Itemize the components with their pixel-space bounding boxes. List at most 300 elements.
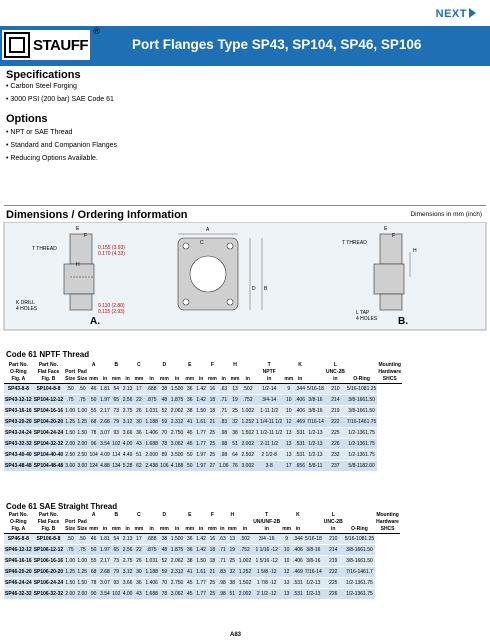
table-header-cell: in bbox=[149, 376, 154, 382]
dimension-diagram bbox=[0, 222, 490, 332]
table-header-cell: O-Ring bbox=[10, 369, 27, 375]
table-cell: 1.00 bbox=[65, 408, 76, 414]
table-cell: SP43-32-32 bbox=[5, 441, 32, 447]
table-cell: 3.07 bbox=[100, 580, 110, 586]
table-header-cell bbox=[111, 369, 122, 376]
table-header-cell bbox=[144, 362, 159, 369]
table-cell: 134 bbox=[112, 463, 121, 469]
table-cell: 26 bbox=[136, 558, 142, 564]
table-cell: 2.56 bbox=[122, 397, 133, 403]
table-cell: .98 bbox=[220, 441, 228, 447]
table-cell: 50 bbox=[186, 452, 193, 458]
table-cell: 3.500 bbox=[170, 452, 184, 458]
table-cell: .83 bbox=[220, 419, 228, 425]
table-cell: 2.002 bbox=[241, 441, 255, 447]
table-cell: 2.000 bbox=[145, 452, 158, 458]
table-cell: 124 bbox=[89, 463, 98, 469]
table-header-cell: T bbox=[267, 362, 271, 368]
table-header-cell bbox=[122, 512, 134, 519]
table-cell: 51 bbox=[232, 441, 238, 447]
table-cell: 1.688 bbox=[145, 591, 158, 597]
table-header-cell: Part No. bbox=[38, 362, 58, 368]
table-cell: .71 bbox=[220, 408, 228, 414]
table-cell: 214 bbox=[329, 547, 338, 553]
table-cell: 5/16-18 bbox=[304, 536, 322, 542]
table-cell: 1/2-1361.75 bbox=[346, 591, 373, 597]
table-cell: .344 bbox=[293, 536, 303, 542]
table-cell: 3.07 bbox=[100, 430, 110, 436]
fig-b-label: B. bbox=[398, 316, 408, 327]
table-cell: 41 bbox=[186, 419, 193, 425]
table-cell: 2.750 bbox=[170, 580, 184, 586]
fig-a-h: H bbox=[76, 262, 80, 268]
table-cell: 50 bbox=[90, 547, 97, 553]
table-cell: 210 bbox=[329, 536, 338, 542]
table-cell: 219 bbox=[331, 408, 340, 414]
table-header-cell bbox=[281, 519, 292, 526]
table-cell: 13 bbox=[286, 441, 292, 447]
table-cell: 16 bbox=[209, 386, 216, 392]
table-header-cell: O-Ring bbox=[351, 526, 368, 532]
table-cell: 1/2-1361.75 bbox=[348, 441, 375, 447]
table-header-cell bbox=[207, 519, 218, 526]
table-cell: 5.28 bbox=[122, 463, 133, 469]
table-cell: 2.00 bbox=[77, 591, 88, 597]
table-cell: 2.00 bbox=[65, 441, 76, 447]
table-cell: 4.49 bbox=[122, 452, 133, 458]
table-cell: 1.77 bbox=[196, 430, 206, 436]
table-cell: 1 5/16 -12 bbox=[255, 558, 278, 564]
fig-b-l-tap: L TAP bbox=[356, 310, 370, 316]
table-cell: 1.06 bbox=[218, 463, 229, 469]
table-cell: 68 bbox=[90, 569, 97, 575]
table-cell: .50 bbox=[78, 386, 86, 392]
table-header-cell bbox=[346, 369, 377, 376]
table-cell: 25 bbox=[209, 580, 216, 586]
table-header-cell bbox=[88, 369, 99, 376]
table-cell: SP104-48-48 bbox=[33, 463, 64, 469]
table-cell: 10 bbox=[283, 547, 290, 553]
fig-a-dim3: 0.110 (2.80) bbox=[98, 303, 125, 309]
table-cell: 2.68 bbox=[100, 419, 110, 425]
table-header-cell: mm bbox=[134, 526, 144, 532]
table-cell: SP106-8-8 bbox=[36, 536, 61, 542]
table-cell: .406 bbox=[295, 408, 305, 414]
table-header-cell: in bbox=[221, 376, 226, 382]
table-cell: 1 7/8 -12 bbox=[256, 580, 277, 586]
table-header-cell bbox=[99, 519, 111, 526]
table-header-cell: F bbox=[210, 362, 214, 368]
table-cell: 1.002 bbox=[238, 558, 252, 564]
table-cell: .344 bbox=[295, 386, 305, 392]
table-cell: 2 1/2-8 bbox=[261, 452, 277, 458]
table-cell: .75 bbox=[78, 547, 86, 553]
table-cell: 1.406 bbox=[145, 430, 158, 436]
table-header-cell: mm bbox=[111, 376, 121, 382]
table-header-cell: in bbox=[198, 526, 204, 532]
table-header-cell: SHCS bbox=[382, 376, 397, 382]
table-cell: 50 bbox=[186, 463, 193, 469]
table-cell: 2.68 bbox=[100, 569, 110, 575]
table-cell: 3/8-1661.50 bbox=[348, 397, 375, 403]
table-cell: SP104-16-16 bbox=[33, 408, 64, 414]
table-cell: 54 bbox=[113, 386, 120, 392]
table-cell: 2.438 bbox=[145, 463, 158, 469]
table-cell: 1.502 bbox=[241, 430, 255, 436]
table-cell: 2.312 bbox=[170, 569, 184, 575]
flange-front-view bbox=[178, 238, 238, 310]
table-cell: SP106-24-24 bbox=[33, 580, 64, 586]
table-cell: 18 bbox=[209, 547, 216, 553]
table-cell: 43 bbox=[136, 441, 142, 447]
table-cell: 38 bbox=[161, 386, 168, 392]
table-cell: 45 bbox=[186, 591, 193, 597]
table-header-cell bbox=[184, 519, 195, 526]
table-cell: 1/2-1361.75 bbox=[348, 430, 375, 436]
table-header-cell bbox=[122, 362, 134, 369]
table-header-cell: Fig. A bbox=[11, 376, 26, 382]
table-cell: .98 bbox=[218, 580, 226, 586]
table-row bbox=[4, 450, 402, 461]
table-header-cell bbox=[346, 362, 377, 369]
table-cell: 7/16-1461.7 bbox=[346, 569, 373, 575]
table-cell: 4.09 bbox=[100, 452, 110, 458]
table-header-cell bbox=[230, 369, 241, 376]
table-cell: 3.66 bbox=[122, 580, 133, 586]
table-header-cell: NPTF bbox=[262, 369, 276, 375]
table-cell: 106 bbox=[160, 463, 169, 469]
table-cell: 1/2-13 bbox=[308, 441, 323, 447]
table-cell: 3/4-14 bbox=[262, 397, 277, 403]
table-cell: .469 bbox=[295, 419, 305, 425]
table-header-cell: in bbox=[174, 376, 180, 382]
table-header-cell bbox=[133, 369, 144, 376]
table-cell: 3.12 bbox=[122, 569, 133, 575]
table-cell: SP43-12-12 bbox=[5, 397, 32, 403]
table-cell: 2.13 bbox=[122, 536, 133, 542]
table-header-cell: mm bbox=[227, 526, 237, 532]
table-cell: 1.81 bbox=[100, 536, 110, 542]
table-header-cell: H bbox=[233, 362, 237, 368]
table-header-cell bbox=[306, 369, 325, 376]
table-header-cell: mm bbox=[89, 376, 99, 382]
table-cell: 17 bbox=[136, 386, 142, 392]
table-cell: 1.25 bbox=[65, 569, 76, 575]
table-cell: SP104-24-24 bbox=[33, 430, 64, 436]
table-cell: 1.97 bbox=[196, 452, 206, 458]
list-item: • 3000 PSI (200 bar) SAE Code 61 bbox=[6, 93, 114, 106]
table-header-cell: in bbox=[242, 526, 248, 532]
table-header-cell: D bbox=[162, 512, 167, 518]
table-cell: 1/2-13 bbox=[306, 591, 321, 597]
table-cell: SP46-20-20 bbox=[5, 569, 32, 575]
table-cell: 46 bbox=[90, 536, 97, 542]
table-cell: 2 1/2 -12 bbox=[256, 591, 277, 597]
table-cell: 3/8-16 bbox=[306, 547, 321, 553]
table-cell: 73 bbox=[113, 558, 120, 564]
table-cell: 1 1/16 -12 bbox=[255, 547, 278, 553]
table-header-cell bbox=[304, 519, 323, 526]
table-cell: 3.062 bbox=[170, 591, 184, 597]
table-header-cell: in bbox=[331, 526, 336, 532]
table-header-cell bbox=[170, 369, 185, 376]
table-cell: 64 bbox=[232, 452, 238, 458]
fig-a-dim2: 0.170 (4.33) bbox=[98, 251, 125, 257]
table-cell: 59 bbox=[161, 419, 168, 425]
table-cell: 2.00 bbox=[65, 591, 76, 597]
table-cell: 1 5/8 -12 bbox=[256, 569, 277, 575]
table-cell: 25 bbox=[209, 591, 216, 597]
table-header-cell: mm bbox=[282, 526, 292, 532]
table-cell: 38 bbox=[186, 408, 193, 414]
table-cell: 65 bbox=[113, 547, 120, 553]
table-header-cell bbox=[218, 369, 230, 376]
table-cell: 17 bbox=[286, 463, 292, 469]
table-cell: 78 bbox=[161, 441, 168, 447]
table-cell: 1.875 bbox=[170, 547, 184, 553]
options-heading: Options bbox=[6, 113, 48, 125]
npt-table-heading: Code 61 NPTF Thread bbox=[6, 350, 90, 359]
fig-a-t-thread: T THREAD bbox=[32, 246, 57, 252]
table-header-cell bbox=[306, 376, 325, 384]
table-cell: 102 bbox=[112, 441, 121, 447]
table-header-cell bbox=[64, 512, 76, 519]
table-header-cell: H bbox=[230, 512, 235, 518]
table-header-cell bbox=[195, 519, 207, 526]
list-item: • Carbon Steel Forging bbox=[6, 80, 114, 93]
table-cell: 25 bbox=[209, 441, 216, 447]
table-header-cell: L bbox=[331, 512, 335, 518]
sae-table bbox=[4, 512, 400, 600]
table-row bbox=[4, 556, 400, 567]
table-cell: 13 bbox=[286, 430, 292, 436]
table-cell: .406 bbox=[295, 397, 305, 403]
table-cell: 1.77 bbox=[196, 580, 206, 586]
table-cell: 3.002 bbox=[241, 463, 255, 469]
table-header-cell: O-Ring bbox=[353, 376, 370, 382]
table-header-cell bbox=[241, 369, 256, 376]
fig-a-label: A. bbox=[90, 316, 100, 327]
table-cell: 1.031 bbox=[145, 558, 158, 564]
fig-b-f: F bbox=[392, 233, 396, 239]
specifications-heading: Specifications bbox=[6, 69, 81, 81]
table-header-cell bbox=[281, 512, 292, 519]
arrow-right-icon bbox=[469, 8, 476, 18]
table-header-cell: O-Ring bbox=[10, 519, 27, 525]
table-cell: 3.00 bbox=[65, 463, 76, 469]
table-header-cell bbox=[133, 519, 144, 526]
table-cell: .75 bbox=[78, 397, 86, 403]
table-header-cell bbox=[76, 512, 88, 519]
table-header-cell: F bbox=[210, 512, 214, 518]
dim-d: D bbox=[252, 286, 256, 292]
table-header-cell bbox=[227, 519, 238, 526]
table-cell: 65 bbox=[113, 397, 120, 403]
table-row bbox=[4, 384, 402, 395]
table-header-row bbox=[4, 376, 402, 384]
fig-b-holes: 4 HOLES bbox=[356, 316, 378, 322]
table-cell: 1.77 bbox=[196, 591, 206, 597]
table-header-cell: Port bbox=[65, 369, 76, 375]
table-cell: 38 bbox=[161, 536, 168, 542]
table-header-cell: UNC-2B bbox=[323, 519, 343, 525]
table-cell: 1.188 bbox=[145, 569, 158, 575]
table-header-cell: mm bbox=[89, 526, 99, 532]
table-cell: 1.42 bbox=[196, 547, 206, 553]
table-cell: 232 bbox=[331, 452, 340, 458]
table-cell: 5/16-18 bbox=[306, 386, 324, 392]
table-header-row bbox=[4, 362, 402, 369]
table-header-cell bbox=[195, 362, 207, 369]
table-cell: 1.81 bbox=[100, 386, 110, 392]
fig-b-t-thread: T THREAD bbox=[342, 240, 367, 246]
table-header-cell bbox=[283, 362, 294, 369]
table-cell: 41 bbox=[186, 569, 193, 575]
table-header-cell bbox=[111, 519, 122, 526]
table-cell: 1.252 bbox=[241, 419, 255, 425]
table-cell: SP43-40-40 bbox=[5, 452, 32, 458]
table-cell: 1/2-13 bbox=[306, 580, 321, 586]
page-title: Port Flanges Type SP43, SP104, SP46, SP106 bbox=[132, 37, 422, 52]
table-header-cell bbox=[238, 519, 253, 526]
table-cell: 2.13 bbox=[122, 386, 133, 392]
table-row bbox=[4, 406, 402, 417]
table-cell: 12 bbox=[286, 419, 292, 425]
table-cell: 3/8-16 bbox=[308, 408, 323, 414]
table-cell: 1.50 bbox=[77, 430, 88, 436]
table-cell: .98 bbox=[218, 591, 226, 597]
table-header-cell: D bbox=[162, 362, 167, 368]
table-header-cell: Part No. bbox=[38, 512, 58, 518]
table-header-cell bbox=[294, 369, 306, 376]
table-cell: 2.750 bbox=[170, 430, 184, 436]
table-header-cell bbox=[122, 519, 134, 526]
table-cell: 3.54 bbox=[100, 591, 110, 597]
table-header-cell: Pad bbox=[77, 369, 87, 375]
table-cell: 1.42 bbox=[196, 536, 206, 542]
table-cell: 1.252 bbox=[238, 569, 252, 575]
table-cell: 36 bbox=[186, 386, 193, 392]
table-header-cell bbox=[195, 512, 207, 519]
table-cell: SP46-24-24 bbox=[5, 580, 32, 586]
fig-b-e: E bbox=[384, 226, 388, 232]
table-cell: 4.00 bbox=[122, 441, 133, 447]
page-number: A83 bbox=[230, 632, 242, 638]
table-cell: 70 bbox=[161, 580, 168, 586]
table-cell: SP43-24-24 bbox=[5, 430, 32, 436]
table-cell: 9 bbox=[285, 536, 289, 542]
table-cell: .752 bbox=[240, 547, 250, 553]
table-cell: 1.500 bbox=[170, 386, 184, 392]
table-header-cell: E bbox=[188, 362, 192, 368]
table-cell: 214 bbox=[331, 397, 340, 403]
table-cell: 62 bbox=[136, 463, 142, 469]
table-cell: 237 bbox=[331, 463, 340, 469]
table-cell: 1.25 bbox=[77, 569, 88, 575]
table-cell: 45 bbox=[186, 441, 193, 447]
table-header-cell: in bbox=[295, 526, 301, 532]
table-cell: 48 bbox=[161, 397, 168, 403]
table-cell: 78 bbox=[161, 591, 168, 597]
table-cell: 222 bbox=[331, 419, 340, 425]
table-cell: 1 1/2-11 1/2 bbox=[256, 430, 283, 436]
table-cell: 30 bbox=[136, 569, 142, 575]
table-header-cell bbox=[144, 512, 159, 519]
table-header-cell bbox=[184, 369, 195, 376]
table-cell: 4.88 bbox=[100, 463, 110, 469]
table-header-cell: Size bbox=[65, 376, 76, 382]
table-cell: .531 bbox=[295, 430, 305, 436]
table-header-cell: SHCS bbox=[380, 526, 395, 532]
table-cell: 1/2-1361.75 bbox=[346, 580, 373, 586]
table-cell: 2.50 bbox=[65, 452, 76, 458]
fig-a-holes: 4 HOLES bbox=[16, 306, 38, 312]
table-cell: 55 bbox=[90, 558, 97, 564]
table-header-cell: Size bbox=[65, 526, 76, 532]
table-cell: 1.188 bbox=[145, 419, 158, 425]
table-cell: 3-8 bbox=[265, 463, 273, 469]
stauff-logo bbox=[2, 26, 100, 60]
table-header-cell: E bbox=[188, 512, 192, 518]
table-cell: .469 bbox=[293, 569, 303, 575]
registered-mark: ® bbox=[93, 26, 100, 36]
table-header-cell: Flat Face bbox=[37, 369, 60, 375]
table-header-cell: Part No. bbox=[8, 512, 28, 518]
table-cell: 25 bbox=[229, 558, 236, 564]
table-cell: .50 bbox=[78, 536, 86, 542]
table-cell: 48 bbox=[161, 547, 168, 553]
table-cell: 1.97 bbox=[196, 463, 206, 469]
table-header-cell: mm bbox=[111, 526, 121, 532]
logo-mark bbox=[4, 32, 30, 58]
next-link[interactable] bbox=[436, 8, 476, 20]
table-cell: 46 bbox=[90, 386, 97, 392]
table-cell: 222 bbox=[329, 569, 338, 575]
table-header-cell: Hardware bbox=[378, 369, 402, 375]
table-cell: SP46-12-12 bbox=[5, 547, 32, 553]
table-cell: 93 bbox=[113, 430, 120, 436]
table-header-cell: Size bbox=[77, 526, 88, 532]
table-cell: 1.500 bbox=[170, 536, 184, 542]
table-cell: 70 bbox=[161, 430, 168, 436]
table-header-cell bbox=[144, 519, 159, 526]
table-cell: SP104-8-8 bbox=[36, 386, 61, 392]
table-cell: 50 bbox=[90, 397, 97, 403]
table-cell: 1.61 bbox=[196, 419, 206, 425]
table-row bbox=[4, 461, 402, 472]
table-cell: .98 bbox=[220, 430, 228, 436]
fig-a-e: E bbox=[76, 226, 80, 232]
table-cell: 2.50 bbox=[77, 452, 88, 458]
table-cell: SP46-8-8 bbox=[7, 536, 29, 542]
table-header-cell: UN/UNF-2B bbox=[253, 519, 281, 525]
table-cell: 1/2-13 bbox=[308, 452, 323, 458]
table-header-cell bbox=[207, 369, 218, 376]
table-header-cell: T bbox=[265, 512, 269, 518]
table-header-row bbox=[4, 369, 402, 376]
table-cell: 78 bbox=[90, 580, 97, 586]
table-header-cell: Fig. A bbox=[11, 526, 26, 532]
table-cell: 32 bbox=[229, 569, 236, 575]
table-header-cell bbox=[195, 369, 207, 376]
table-cell: 96 bbox=[90, 441, 97, 447]
table-header-cell: Part No. bbox=[8, 362, 28, 368]
list-item: • NPT or SAE Thread bbox=[6, 126, 117, 139]
table-header-cell: in bbox=[125, 526, 130, 532]
table-cell: 52 bbox=[161, 408, 168, 414]
table-header-cell: Mounting bbox=[376, 512, 399, 518]
table-cell: 89 bbox=[161, 452, 168, 458]
